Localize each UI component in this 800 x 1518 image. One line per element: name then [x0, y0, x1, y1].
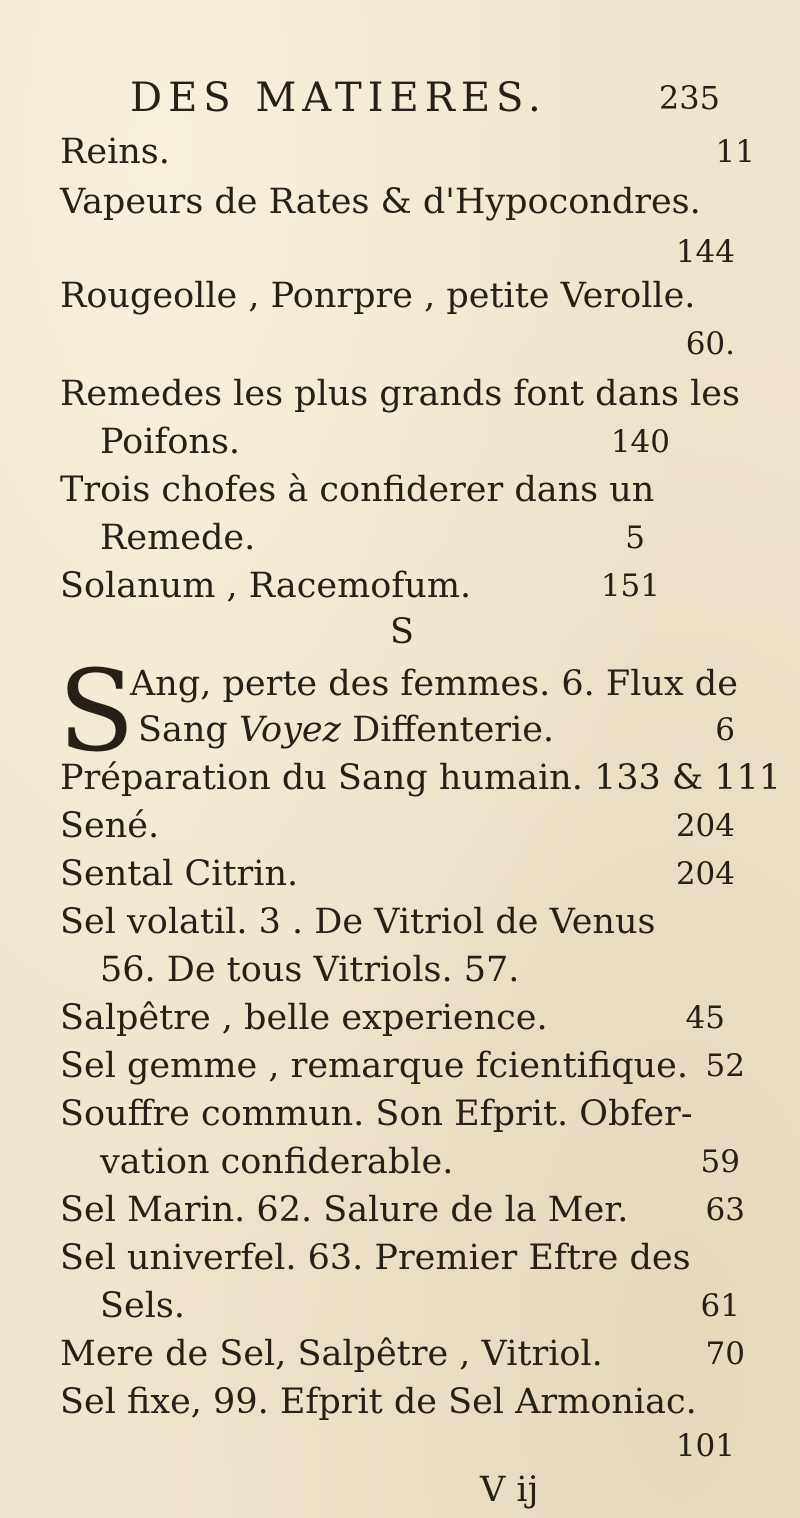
- entry-page: 140: [610, 424, 670, 460]
- section-letter: S: [390, 612, 414, 652]
- entry-text: Sel fixe, 99. Efprit de Sel Armoniac.: [60, 1382, 697, 1422]
- entry-text: Sels.: [100, 1286, 185, 1326]
- entry-page: 70: [705, 1336, 745, 1372]
- entry-text: Trois chofes à confiderer dans un: [60, 470, 655, 510]
- entry-page: 11: [715, 134, 755, 170]
- entry-text: 56. De tous Vitriols. 57.: [100, 950, 520, 990]
- entry-page: 52: [705, 1048, 745, 1084]
- entry-text: Ang, perte des femmes. 6. Flux de: [130, 664, 738, 704]
- entry-page: 60.: [685, 326, 735, 362]
- entry-page: 204: [675, 808, 735, 844]
- entry-page: 204: [675, 856, 735, 892]
- entry-text: Mere de Sel, Salpêtre , Vitriol.: [60, 1334, 603, 1374]
- entry-text: Remede.: [100, 518, 256, 558]
- entry-text: Reins.: [60, 132, 170, 172]
- header-title: DES MATIERES.: [130, 75, 547, 121]
- entry-page: 59: [700, 1144, 740, 1180]
- entry-text: Rougeolle , Ponrpre , petite Verolle.: [60, 276, 696, 316]
- entry-text: Remedes les plus grands font dans les: [60, 374, 740, 414]
- entry-page: 151: [600, 568, 660, 604]
- entry-text: Sel gemme , remarque fcientifique.: [60, 1046, 689, 1086]
- entry-page: 6: [715, 712, 735, 748]
- sang-voyez: Voyez: [238, 710, 341, 750]
- entry-page: 61: [700, 1288, 740, 1324]
- sang-prefix: Sang: [138, 710, 228, 750]
- drop-cap: S: [58, 647, 135, 777]
- entry-text: Sental Citrin.: [60, 854, 299, 894]
- entry-text: Souffre commun. Son Efprit. Obfer-: [60, 1094, 693, 1134]
- entry-text: Vapeurs de Rates & d'Hypocondres.: [60, 182, 701, 222]
- entry-text: Solanum , Racemofum.: [60, 566, 472, 606]
- entry-page: 45: [685, 1000, 725, 1036]
- entry-text: [138, 706, 554, 754]
- header-page-number: 235: [658, 79, 720, 117]
- entry-page: 101: [675, 1428, 735, 1464]
- entry-text: Préparation du Sang humain. 133 & 111: [60, 758, 781, 798]
- catchword: V ij: [480, 1470, 539, 1510]
- entry-page: 63: [705, 1192, 745, 1228]
- entry-text: Poifons.: [100, 422, 241, 462]
- entry-text: Sel Marin. 62. Salure de la Mer.: [60, 1190, 629, 1230]
- entry-text: Sené.: [60, 806, 160, 846]
- entry-page: 144: [675, 234, 735, 270]
- entry-text: vation confiderable.: [100, 1142, 454, 1182]
- entry-page: 5: [625, 520, 645, 556]
- entry-text: Sel volatil. 3 . De Vitriol de Venus: [60, 902, 656, 942]
- running-header: [130, 75, 720, 125]
- entry-text: Sel univerfel. 63. Premier Eftre des: [60, 1238, 691, 1278]
- entry-text: Salpêtre , belle experience.: [60, 998, 548, 1038]
- sang-reference: Diffenterie.: [352, 710, 555, 750]
